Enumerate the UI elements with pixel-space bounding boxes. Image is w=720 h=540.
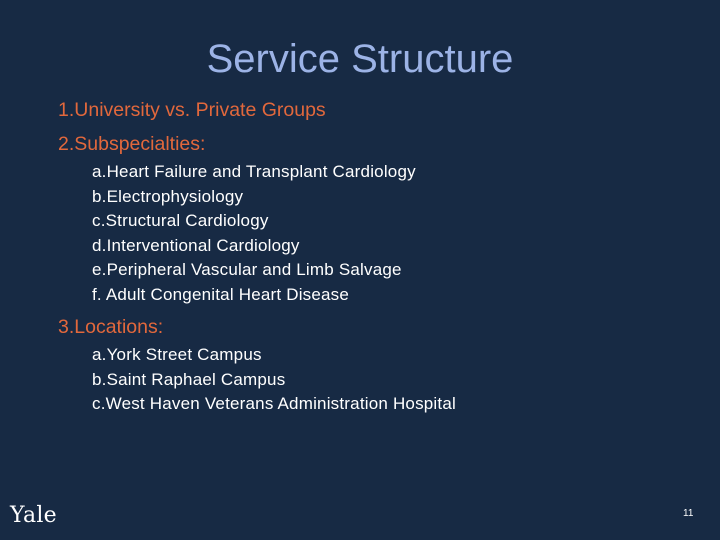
list-item-number: 1.: [58, 99, 75, 121]
subitem-york-street: [92, 343, 698, 368]
yale-logo: Yale: [10, 503, 57, 528]
subitem-letter: f.: [92, 284, 102, 304]
subspecialties-list: [92, 160, 698, 307]
subitem-letter: c.: [92, 394, 106, 413]
subitem-label: Adult Congenital Heart Disease: [101, 284, 350, 304]
list-item-subspecialties: [58, 132, 698, 156]
subitem-letter: c.: [92, 211, 106, 230]
subitem-peripheral-vascular: [92, 258, 698, 283]
subitem-interventional: [92, 234, 698, 259]
outline-list: [58, 98, 698, 417]
subitem-label: Electrophysiology: [106, 186, 244, 206]
subitem-label: Heart Failure and Transplant Cardiology: [106, 162, 416, 181]
subitem-label: Structural Cardiology: [105, 211, 269, 230]
subitem-label: West Haven Veterans Administration Hospital: [105, 394, 456, 413]
slide-title: Service Structure: [206, 37, 514, 81]
subitem-letter: b.: [92, 369, 107, 389]
subitem-electrophysiology: [92, 185, 698, 210]
list-item-label: University vs. Private Groups: [74, 99, 326, 121]
list-item-number: 3.: [58, 316, 75, 338]
subitem-letter: b.: [92, 186, 107, 206]
subitem-letter: a.: [92, 345, 107, 364]
locations-list: [92, 343, 698, 417]
subitem-label: Saint Raphael Campus: [106, 369, 286, 389]
subitem-saint-raphael: [92, 368, 698, 393]
subitem-west-haven: [92, 392, 698, 417]
subitem-letter: a.: [92, 162, 107, 181]
page-number: 11: [683, 508, 694, 519]
subitem-label: Peripheral Vascular and Limb Salvage: [106, 260, 402, 279]
list-item-number: 2.: [58, 133, 75, 155]
subitem-label: Interventional Cardiology: [106, 235, 300, 255]
list-item-label: Locations:: [74, 316, 164, 338]
subitem-adult-congenital: [92, 283, 698, 308]
list-item-locations: [58, 315, 698, 339]
list-item-university-groups: [58, 98, 698, 122]
subitem-letter: d.: [92, 235, 107, 255]
subitem-heart-failure: [92, 160, 698, 185]
subitem-structural: [92, 209, 698, 234]
list-item-label: Subspecialties:: [74, 133, 206, 155]
subitem-label: York Street Campus: [106, 345, 262, 364]
subitem-letter: e.: [92, 260, 107, 279]
